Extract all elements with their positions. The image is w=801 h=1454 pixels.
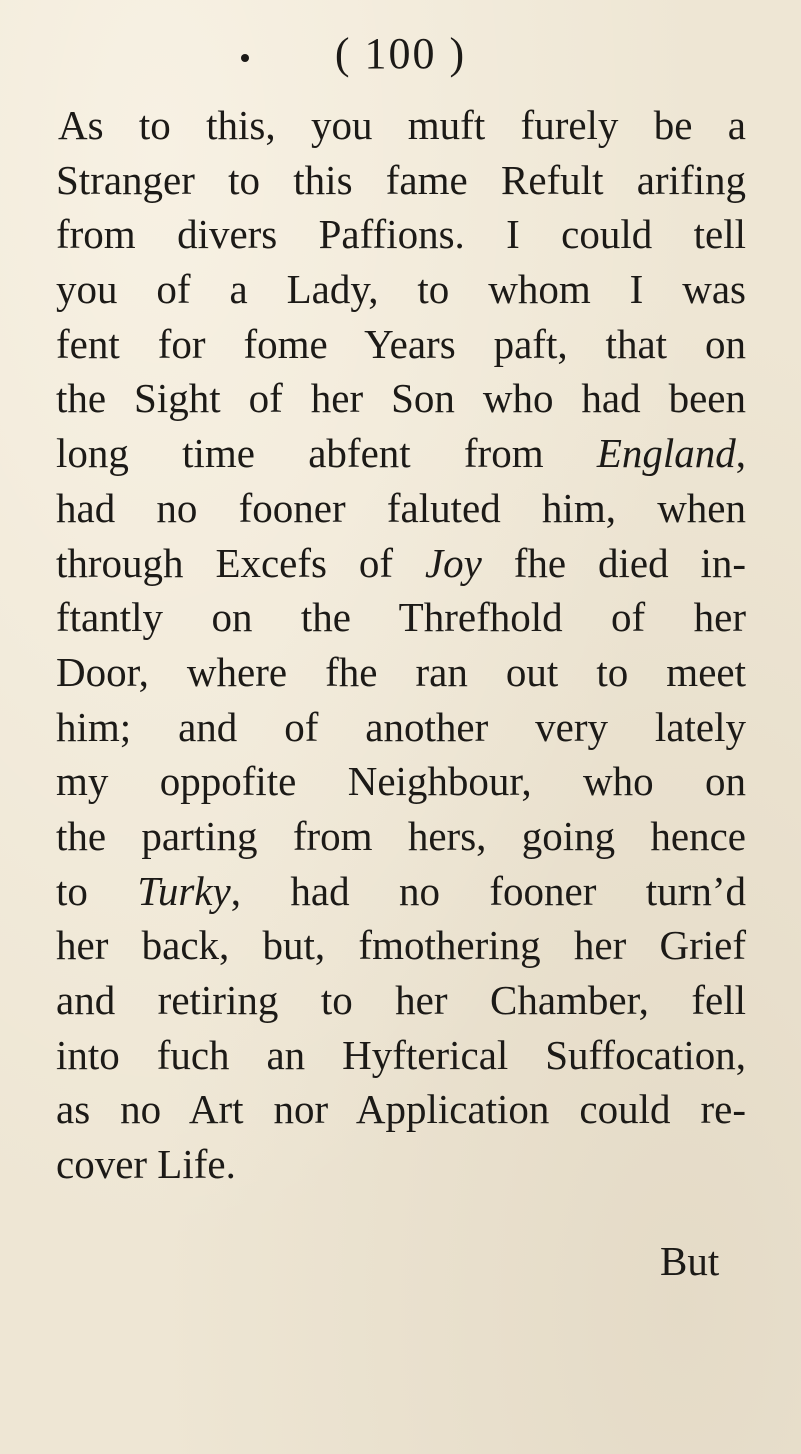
text-line: cover Life. <box>56 1141 236 1188</box>
text-run: fhe died in- <box>481 539 747 586</box>
text-line: fent for fome Years paft, that on <box>56 320 746 367</box>
text-line: As to this, you muft furely be a <box>58 102 746 148</box>
text-line: had no fooner faluted him, when <box>56 484 746 531</box>
italic-place-name: Turky <box>137 867 231 914</box>
text-line: and retiring to her Chamber, fell <box>56 977 746 1023</box>
body-text <box>56 98 746 1192</box>
text-line: into fuch an Hyfterical Suffocation, <box>56 1031 746 1078</box>
printer-mark-dot <box>241 54 249 62</box>
text-run: , <box>735 430 746 477</box>
text-line: her back, but, fmothering her Grief <box>56 922 746 969</box>
text-line <box>56 426 746 481</box>
text-line: the Sight of her Son who had been <box>56 375 746 422</box>
page-header <box>0 28 801 79</box>
text-line: Door, where fhe ran out to meet <box>56 648 746 695</box>
text-line <box>56 536 746 591</box>
text-line: from divers Paffions. I could tell <box>56 211 746 258</box>
page-number: ( 100 ) <box>334 29 467 78</box>
italic-word: Joy <box>424 539 482 586</box>
text-run: long time abfent from <box>56 430 597 477</box>
text-run: , had no fooner turn’d <box>230 867 746 914</box>
catchword: But <box>660 1238 720 1284</box>
text-line: the parting from hers, going hence <box>56 812 746 859</box>
text-run: through Excefs of <box>56 539 425 586</box>
text-run: to <box>56 867 138 914</box>
text-line: him; and of another very lately <box>56 703 746 750</box>
text-line: you of a Lady, to whom I was <box>56 266 746 313</box>
text-line: my oppofite Neighbour, who on <box>56 758 746 805</box>
text-line: Stranger to this fame Refult arifing <box>56 156 746 203</box>
text-line: ftantly on the Threfhold of her <box>56 594 746 641</box>
italic-place-name: England <box>596 430 736 477</box>
text-line <box>56 864 746 919</box>
text-line: as no Art nor Application could re- <box>56 1086 746 1133</box>
